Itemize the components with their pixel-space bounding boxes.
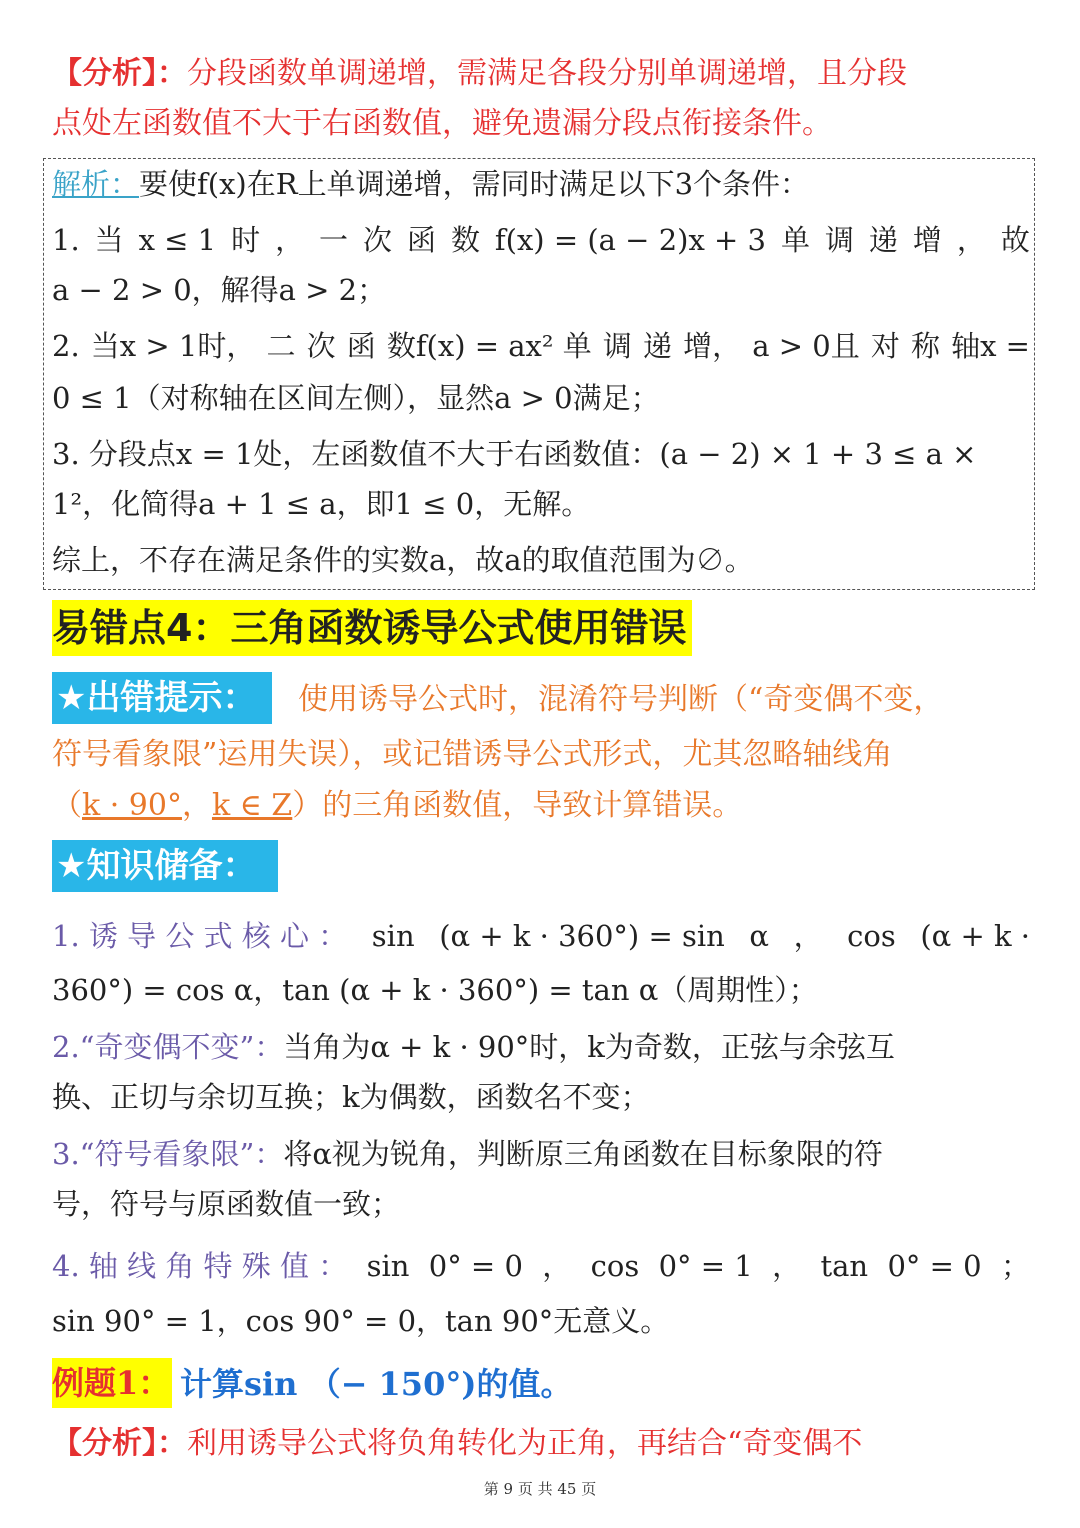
tip-axis-angle: k · 90° xyxy=(82,788,182,823)
knowledge-4-token: tan xyxy=(820,1249,869,1283)
condition-1-token: 当 xyxy=(94,223,124,257)
condition-1-token: x ≤ 1 xyxy=(138,223,217,257)
analysis-label: 【分析】： xyxy=(52,56,187,91)
condition-1-token: 1. xyxy=(52,223,80,257)
knowledge-3-label: 3.“符号看象限”： xyxy=(52,1137,284,1171)
condition-2-token: 当x > 1时， xyxy=(90,329,256,363)
condition-2-line1 xyxy=(52,326,1030,366)
tip-line2: 符号看象限”运用失误），或记错诱导公式形式，尤其忽略轴线角 xyxy=(52,737,893,772)
condition-2-token: 称 xyxy=(910,329,940,363)
knowledge-1-token: (α + k · 360°) = sin xyxy=(439,919,725,953)
condition-2-token: 递 xyxy=(643,329,673,363)
knowledge-4-line2: sin 90° = 1，cos 90° = 0，tan 90°无意义。 xyxy=(52,1304,670,1338)
analysis-paragraph xyxy=(52,54,907,94)
section-title: 易错点4：三角函数诱导公式使用错误 xyxy=(52,600,692,656)
condition-2-line2: 0 ≤ 1（对称轴在区间左侧），显然a > 0满足； xyxy=(52,381,660,415)
condition-1-line2: a − 2 > 0，解得a > 2； xyxy=(52,273,387,307)
knowledge-4-label: 4. 轴 线 角 特 殊 值 ： xyxy=(52,1249,348,1283)
solution-conclusion: 综上，不存在满足条件的实数a，故a的取值范围为∅。 xyxy=(52,543,754,577)
condition-1-token: 一 xyxy=(319,223,349,257)
knowledge-2-text: 当角为α + k · 90°时，k为奇数，正弦与余弦互 xyxy=(283,1030,895,1064)
knowledge-2-label: 2.“奇变偶不变”： xyxy=(52,1030,284,1064)
tip-line1: 使用诱导公式时，混淆符号判断（“奇变偶不变， xyxy=(298,682,944,717)
condition-1-token: 调 xyxy=(824,223,854,257)
tip-line3 xyxy=(52,786,742,826)
condition-2-token: 次 xyxy=(306,329,336,363)
knowledge-2-line1 xyxy=(52,1027,895,1067)
knowledge-label: ★知识储备： xyxy=(52,840,278,892)
knowledge-4-token: cos xyxy=(590,1249,640,1283)
condition-2-token: 二 xyxy=(266,329,296,363)
condition-1-token: 数 xyxy=(450,223,480,257)
knowledge-4-token: 0° = 0 xyxy=(887,1249,982,1283)
knowledge-4-token: 0° = 1 xyxy=(658,1249,753,1283)
knowledge-4-token: ， xyxy=(542,1249,572,1283)
knowledge-4-token: ； xyxy=(1000,1249,1030,1283)
condition-3-line1: 3. 分段点x = 1处，左函数值不大于右函数值：(a − 2) × 1 + 3 ≤ a × xyxy=(52,437,977,471)
solution-intro: 要使f(x)在R上单调递增，需同时满足以下3个条件： xyxy=(139,167,810,201)
solution-label: 解析： xyxy=(52,167,140,201)
knowledge-1-token: α xyxy=(749,919,769,953)
knowledge-4-token: 0° = 0 xyxy=(428,1249,523,1283)
analysis2-paragraph xyxy=(52,1424,862,1464)
knowledge-1-token: cos xyxy=(847,919,896,953)
knowledge-3-text: 将α视为锐角，判断原三角函数在目标象限的符 xyxy=(283,1137,883,1171)
condition-1-token: 函 xyxy=(406,223,436,257)
example-question: 计算sin （− 150°)的值。 xyxy=(180,1365,573,1403)
condition-1-token: 增 xyxy=(912,223,942,257)
condition-2-token: 轴x = xyxy=(951,329,1030,363)
condition-2-token: 2. xyxy=(52,329,80,363)
analysis2-label: 【分析】： xyxy=(52,1426,187,1461)
knowledge-1-line2: 360°) = cos α，tan (α + k · 360°) = tan α（周期性）； xyxy=(52,973,818,1007)
knowledge-2-line2: 换、正切与余切互换；k为偶数，函数名不变； xyxy=(52,1080,650,1114)
condition-1-token: f(x) = (a − 2)x + 3 xyxy=(494,223,767,257)
knowledge-3-line1 xyxy=(52,1134,883,1174)
condition-1-token: ， xyxy=(275,223,305,257)
knowledge-4-line1 xyxy=(52,1246,1030,1286)
condition-2-token: 对 xyxy=(870,329,900,363)
knowledge-4-token: ， xyxy=(772,1249,802,1283)
tip-k-integer: k ∈ Z xyxy=(211,788,293,823)
condition-1-token: 时 xyxy=(231,223,261,257)
analysis-text-line2: 点处左函数值不大于右函数值，避免遗漏分段点衔接条件。 xyxy=(52,106,832,141)
analysis2-text: 利用诱导公式将负角转化为正角，再结合“奇变偶不 xyxy=(187,1426,863,1461)
page-footer: 第 9 页 共 45 页 xyxy=(483,1480,597,1498)
condition-2-token: 调 xyxy=(602,329,632,363)
knowledge-1-token: ， xyxy=(793,919,823,953)
condition-1-line1 xyxy=(52,220,1030,260)
knowledge-4-token: sin xyxy=(366,1249,410,1283)
tip-comma: ， xyxy=(181,788,212,823)
solution-intro-line xyxy=(52,164,809,204)
condition-1-token: ， xyxy=(956,223,986,257)
tip-label: ★出错提示： xyxy=(52,672,272,724)
analysis-text-line1: 分段函数单调递增，需满足各段分别单调递增，且分段 xyxy=(187,56,907,91)
knowledge-1-label: 1. 诱 导 公 式 核 心 ： xyxy=(52,919,348,953)
condition-1-token: 递 xyxy=(868,223,898,257)
condition-1-token: 故 xyxy=(1000,223,1030,257)
tip-paren-open: （ xyxy=(52,788,82,823)
condition-2-token: a > 0且 xyxy=(752,329,860,363)
condition-3-line2: 1²，化简得a + 1 ≤ a，即1 ≤ 0，无解。 xyxy=(52,487,591,521)
knowledge-1-token: sin xyxy=(371,919,415,953)
condition-2-token: 增， xyxy=(683,329,742,363)
knowledge-1-token: (α + k · xyxy=(920,919,1030,953)
condition-2-token: 函 xyxy=(346,329,376,363)
tip-line3-rest: ）的三角函数值，导致计算错误。 xyxy=(292,788,743,823)
knowledge-1-line1 xyxy=(52,916,1030,956)
knowledge-3-line2: 号，符号与原函数值一致； xyxy=(52,1187,401,1221)
example-label: 例题1： xyxy=(52,1358,172,1408)
condition-1-token: 次 xyxy=(363,223,393,257)
condition-2-token: 数f(x) = ax² 单 xyxy=(386,329,592,363)
condition-1-token: 单 xyxy=(780,223,810,257)
